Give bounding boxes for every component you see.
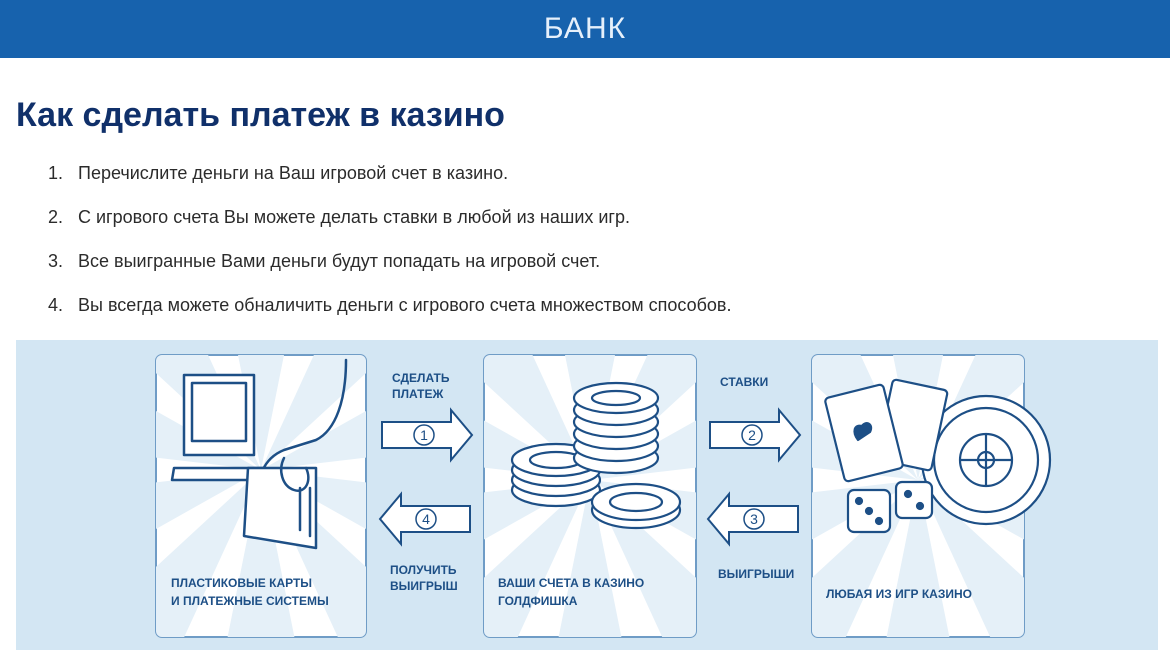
step-number: 4. (48, 295, 64, 315)
arrow-winnings (708, 494, 798, 581)
steps-list (48, 158, 731, 334)
arrow-label: ПОЛУЧИТЬ (390, 563, 457, 577)
page-title: Как сделать платеж в казино (16, 96, 505, 134)
step-number: 2. (48, 207, 64, 227)
arrow-number: 4 (422, 511, 430, 527)
arrow-label: СДЕЛАТЬ (392, 371, 450, 385)
step-number: 1. (48, 163, 64, 183)
arrow-label: СТАВКИ (720, 375, 769, 389)
header-title: БАНК (543, 12, 627, 45)
step-text: Вы всегда можете обналичить деньги с игрового счета множеством способов. (78, 295, 732, 315)
payment-flow-banner (16, 340, 1158, 650)
payment-flow-diagram (16, 340, 1158, 650)
panel-casino-games (715, 340, 1120, 650)
arrow-number: 3 (750, 511, 758, 527)
list-item (48, 158, 731, 202)
step-text: Все выигранные Вами деньги будут попадать на игровой счет. (78, 251, 601, 271)
panel-label: ЛЮБАЯ ИЗ ИГР КАЗИНО (826, 587, 972, 601)
arrow-label: ПЛАТЕЖ (392, 387, 444, 401)
panel-label: ВАШИ СЧЕТА В КАЗИНО (498, 576, 645, 590)
step-text: С игрового счета Вы можете делать ставки в любой из наших игр. (78, 207, 631, 227)
arrow-label: ВЫИГРЫШ (390, 579, 458, 593)
panel-label: ГОЛДФИШКА (498, 594, 578, 608)
panel-label: И ПЛАТЕЖНЫЕ СИСТЕМЫ (171, 594, 329, 608)
list-item (48, 290, 731, 334)
arrow-get-winnings (380, 494, 470, 593)
arrow-bets (710, 375, 800, 460)
arrow-number: 2 (748, 427, 756, 443)
panel-label: ПЛАСТИКОВЫЕ КАРТЫ (171, 576, 313, 590)
step-number: 3. (48, 251, 64, 271)
arrow-make-payment (382, 371, 472, 460)
header-bar (0, 0, 1170, 58)
step-text: Перечислите деньги на Ваш игровой счет в казино. (78, 163, 509, 183)
list-item (48, 246, 731, 290)
arrow-number: 1 (420, 427, 428, 443)
arrow-label: ВЫИГРЫШИ (718, 567, 795, 581)
list-item (48, 202, 731, 246)
